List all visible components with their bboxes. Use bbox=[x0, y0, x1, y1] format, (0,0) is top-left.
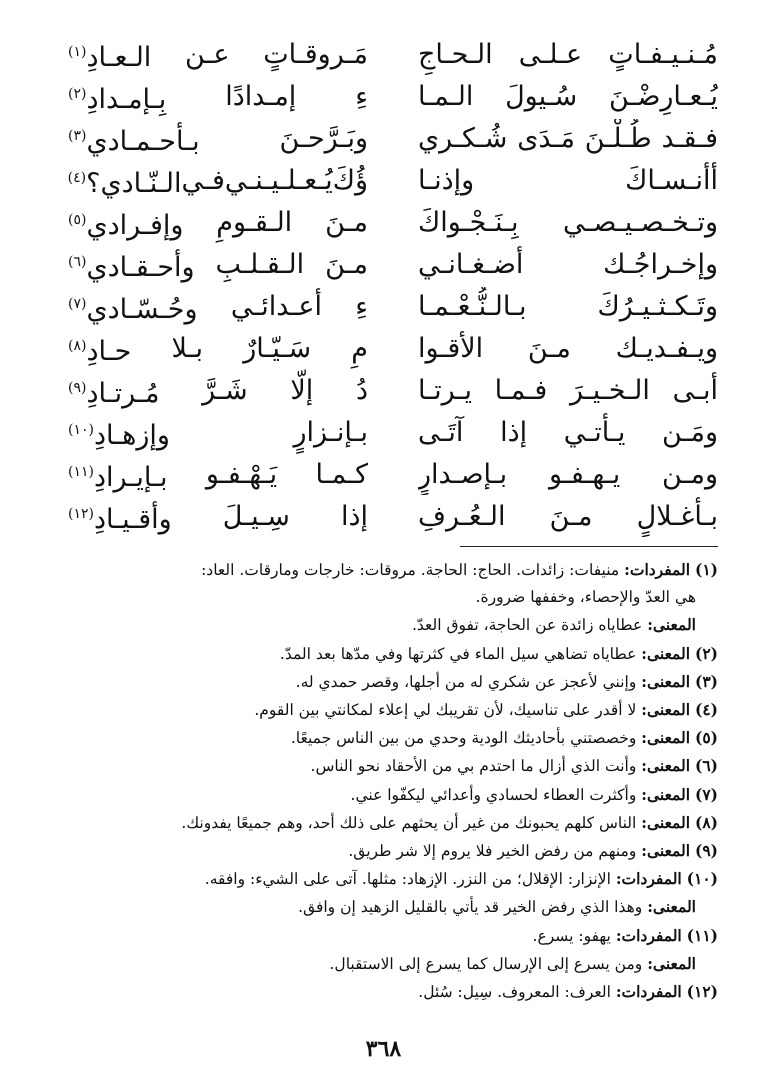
footnote-number: (٢) bbox=[694, 643, 718, 663]
footnote-marker: (٩) bbox=[68, 380, 87, 396]
footnote-text: هي العدّ والإحصاء، وخففها ضرورة. bbox=[475, 588, 696, 607]
verse-word-with-marker bbox=[68, 326, 131, 372]
verse-word: وأحـقـادي bbox=[86, 252, 195, 283]
verse-word-with-marker bbox=[68, 284, 198, 330]
footnote-marker: (٨) bbox=[68, 338, 87, 354]
footnote-line bbox=[74, 668, 718, 696]
verse-word: مَـروقـاتٍ bbox=[263, 39, 368, 70]
footnote-text: وإنني لأعجز عن شكري له من أجلها، وقصر حمدي له. bbox=[295, 672, 642, 691]
footnote-line bbox=[74, 781, 718, 809]
verse-word: مَـدَى bbox=[517, 123, 575, 154]
footnote-number: (١١) bbox=[686, 925, 718, 945]
verse-word-with-marker bbox=[68, 200, 183, 246]
verse-word: إذا bbox=[340, 501, 368, 532]
footnote-number: (٣) bbox=[694, 671, 718, 691]
verse-word: سِـيـلَ bbox=[222, 501, 290, 532]
footnote-label: المعنى: bbox=[647, 897, 696, 917]
verse-word: فـي bbox=[181, 165, 225, 196]
footnote-line bbox=[74, 978, 718, 1006]
footnote-text: وأكثرت العطاء لحسادي وأعدائي ليكفّوا عني. bbox=[350, 785, 642, 804]
verse-line bbox=[68, 370, 718, 412]
verse-word: إلّا bbox=[290, 375, 314, 406]
footnote-marker: (٣) bbox=[68, 128, 87, 144]
footnote-number: (١) bbox=[694, 560, 718, 579]
footnote-marker: (١) bbox=[68, 44, 87, 60]
verse-line bbox=[68, 34, 718, 76]
verse-second-hemistich bbox=[68, 74, 368, 120]
verse-word: مِ bbox=[351, 333, 368, 364]
verse-word: ويـفـديـك bbox=[615, 333, 718, 364]
footnote-number: (٥) bbox=[694, 728, 718, 748]
footnote-line bbox=[74, 837, 718, 865]
footnote-separator bbox=[460, 546, 718, 547]
verse-word: شَـرَّ bbox=[202, 375, 248, 406]
verse-first-hemistich bbox=[418, 77, 718, 117]
verse-line bbox=[68, 76, 718, 118]
verse-word: طُـلْـنَ bbox=[584, 123, 652, 154]
footnote-marker: (١٠) bbox=[68, 422, 94, 438]
footnote-line bbox=[74, 809, 718, 837]
verse-word: بـلا bbox=[171, 333, 204, 364]
verse-word: مُـنـيـفـاتٍ bbox=[608, 39, 718, 70]
verse-word-with-marker bbox=[68, 494, 172, 540]
verse-word: وتَـكـثـيـرُكَ bbox=[597, 291, 718, 322]
verse-first-hemistich bbox=[418, 245, 718, 285]
footnote-label: المعنى: bbox=[641, 671, 691, 691]
verse-word: يُـعـارِضْـنَ bbox=[608, 81, 718, 112]
verse-line bbox=[68, 160, 718, 202]
verse-second-hemistich bbox=[68, 494, 368, 540]
verse-word: فـمـا bbox=[494, 375, 548, 406]
footnote-label: المعنى: bbox=[641, 812, 691, 832]
verse-word: ءِ bbox=[355, 81, 368, 112]
verse-second-hemistich bbox=[68, 410, 368, 456]
footnote-line bbox=[74, 724, 718, 752]
verse-second-hemistich bbox=[68, 158, 368, 204]
verse-second-hemistich bbox=[68, 200, 368, 246]
footnote-line bbox=[74, 584, 718, 611]
verse-first-hemistich bbox=[418, 287, 718, 327]
footnote-text: ومن يسرع إلى الإرسال كما يسرع إلى الاستقبال. bbox=[329, 954, 648, 973]
verse-word: إذا bbox=[500, 417, 528, 448]
verse-word: كـمـا bbox=[315, 459, 368, 490]
verse-second-hemistich bbox=[68, 242, 368, 288]
verse-word: الـقـومِ bbox=[216, 207, 293, 238]
verse-word-with-marker bbox=[68, 242, 195, 288]
verse-word: يَـهْـفـو bbox=[205, 459, 278, 490]
footnote-label: المعنى: bbox=[641, 643, 691, 663]
footnote-label: المعنى: bbox=[641, 841, 691, 861]
verse-line bbox=[68, 118, 718, 160]
verse-word: يُـعـلـيـنـي bbox=[224, 165, 333, 196]
verse-word: يـأتـي bbox=[563, 417, 626, 448]
footnote-number: (١٠) bbox=[686, 869, 718, 889]
footnote-line bbox=[74, 893, 718, 921]
verse-word: شُـكـري bbox=[418, 123, 508, 154]
verse-word: عـن bbox=[184, 39, 230, 70]
footnote-marker: (٧) bbox=[68, 296, 87, 312]
verse-word: ؤُكَ bbox=[332, 165, 368, 196]
verse-word: وتـخـصـيـصـي bbox=[562, 207, 718, 238]
verse-second-hemistich bbox=[68, 116, 368, 162]
footnote-number: (٨) bbox=[694, 812, 718, 832]
footnote-text: الناس كلهم يحبونك من غير أن يحثهم على ذلك أحد، وهم جميعًا يفدونك. bbox=[181, 813, 642, 832]
verse-word: الـحـاجِ bbox=[418, 39, 493, 70]
verse-word: الـمـا bbox=[418, 81, 474, 112]
footnote-marker: (٦) bbox=[68, 254, 87, 270]
verse-word: الأقـوا bbox=[418, 333, 484, 364]
footnote-number: (٦) bbox=[694, 756, 718, 776]
verse-line bbox=[68, 328, 718, 370]
footnote-marker: (١٢) bbox=[68, 506, 94, 522]
footnote-label: المعنى: bbox=[641, 728, 691, 748]
footnote-marker: (١١) bbox=[68, 464, 94, 480]
verse-word: بِـنَـجْـواكَ bbox=[418, 207, 519, 238]
verse-word: وإذنـا bbox=[418, 165, 475, 196]
verse-word-with-marker bbox=[68, 368, 159, 414]
footnote-number: (٤) bbox=[694, 700, 718, 720]
verse-line bbox=[68, 202, 718, 244]
verse-first-hemistich bbox=[418, 161, 718, 201]
verse-word-with-marker bbox=[68, 116, 200, 162]
footnote-marker: (٢) bbox=[68, 86, 87, 102]
footnote-label: المفردات: bbox=[615, 982, 682, 1002]
verse-word: يـرتـا bbox=[418, 375, 472, 406]
verse-line bbox=[68, 412, 718, 454]
verse-word-with-marker bbox=[68, 32, 151, 78]
footnote-line bbox=[74, 865, 718, 893]
verse-first-hemistich bbox=[418, 329, 718, 369]
footnote-text: لا أقدر على تناسيك، لأن تقريبك لي إعلاء لمكانتي بين القوم. bbox=[254, 701, 642, 720]
verse-word: مـنَ bbox=[549, 501, 593, 532]
footnote-label: المعنى: bbox=[641, 784, 691, 804]
verse-line bbox=[68, 454, 718, 496]
verse-word: ومـن bbox=[662, 459, 718, 490]
verse-first-hemistich bbox=[418, 371, 718, 411]
footnote-label: المعنى: bbox=[641, 756, 691, 776]
verse-first-hemistich bbox=[418, 413, 718, 453]
footnote-line bbox=[74, 556, 718, 584]
verse-word: فـقـد bbox=[661, 123, 718, 154]
poem bbox=[68, 34, 718, 538]
footnote-number: (٧) bbox=[694, 784, 718, 804]
verse-first-hemistich bbox=[418, 203, 718, 243]
footnote-label: المعنى: bbox=[647, 615, 696, 635]
verse-word: وأقـيـادِ bbox=[94, 504, 172, 535]
footnote-line bbox=[74, 950, 718, 978]
verse-word-with-marker bbox=[68, 410, 170, 456]
verse-word: بـأحـمـادي bbox=[86, 126, 200, 157]
footnote-text: الإنزار: الإقلال؛ من النزر. الإزهاد: مثلها. آتى على الشيء: وافقه. bbox=[204, 870, 616, 889]
verse-word: الـنّـادي؟ bbox=[86, 168, 182, 199]
verse-word: ءِ bbox=[355, 291, 368, 322]
verse-word: بـالـنُّـعْـمـا bbox=[418, 291, 527, 322]
verse-word: مـنَ bbox=[527, 333, 571, 364]
footnote-line bbox=[74, 752, 718, 780]
verse-word: مـنَ bbox=[325, 207, 368, 238]
verse-word: سُـيولَ bbox=[505, 81, 578, 112]
verse-word: أضـغـانـي bbox=[418, 249, 524, 280]
verse-first-hemistich bbox=[418, 455, 718, 495]
verse-line bbox=[68, 496, 718, 538]
verse-word: مُـرتـادِ bbox=[86, 378, 160, 409]
footnotes bbox=[74, 556, 718, 1006]
verse-word: أأنـسـاكَ bbox=[625, 165, 718, 196]
verse-word: الـخـيـرَ bbox=[569, 375, 650, 406]
footnote-line bbox=[74, 611, 718, 639]
verse-word-with-marker bbox=[68, 452, 167, 498]
footnote-label: المفردات: bbox=[624, 560, 691, 579]
verse-line bbox=[68, 286, 718, 328]
verse-first-hemistich bbox=[418, 497, 718, 537]
footnote-text: وأنت الذي أزال ما احتدم بي من الأحقاد نحو الناس. bbox=[310, 757, 642, 776]
verse-word: وإزهـادِ bbox=[93, 420, 170, 451]
verse-word: بـأغـلالٍ bbox=[636, 501, 718, 532]
verse-word: آتَـى bbox=[418, 417, 464, 448]
verse-word: الـقـلـبِ bbox=[215, 249, 305, 280]
verse-second-hemistich bbox=[68, 452, 368, 498]
verse-word: ومَـن bbox=[662, 417, 718, 448]
footnote-label: المعنى: bbox=[647, 953, 696, 973]
verse-word: يـهـفـو bbox=[548, 459, 621, 490]
footnote-text: عطاياه تضاهي سيل الماء في كثرتها وفي مدّها بعد المدّ. bbox=[279, 644, 642, 663]
footnote-marker: (٥) bbox=[68, 212, 87, 228]
footnote-text: وخصصتني بأحاديثك الودية وحدي من بين الناس جميعًا. bbox=[290, 729, 642, 748]
verse-word-with-marker bbox=[68, 74, 166, 120]
verse-word: عـلـى bbox=[518, 39, 583, 70]
verse-word: الـعـادِ bbox=[86, 42, 152, 73]
page-number: ٣٦٨ bbox=[365, 1036, 402, 1062]
footnote-text: ومنهم من رفض الخير فلا يروم إلا شر طريق. bbox=[348, 842, 642, 861]
verse-word: بـإصـدارٍ bbox=[418, 459, 508, 490]
footnote-label: المفردات: bbox=[615, 925, 682, 945]
verse-first-hemistich bbox=[418, 35, 718, 75]
verse-word: مـنَ bbox=[325, 249, 368, 280]
footnote-line bbox=[74, 640, 718, 668]
verse-word: إمـدادًا bbox=[225, 81, 297, 112]
verse-second-hemistich bbox=[68, 368, 368, 414]
footnote-text: العرف: المعروف. سِيل: سُئل. bbox=[418, 983, 616, 1002]
footnote-text: عطاياه زائدة عن الحاجة، تفوق العدّ. bbox=[411, 616, 648, 635]
verse-word: أعـدائـي bbox=[230, 291, 322, 322]
footnote-line bbox=[74, 922, 718, 950]
verse-first-hemistich bbox=[418, 119, 718, 159]
verse-word: وإخـراجُـك bbox=[603, 249, 718, 280]
footnote-label: المعنى: bbox=[641, 700, 691, 720]
footnote-marker: (٤) bbox=[68, 170, 87, 186]
verse-word: دُ bbox=[355, 375, 368, 406]
footnote-text: منيفات: زائدات. الحاج: الحاجة. مروقات: خارجات ومارقات. العاد: bbox=[201, 561, 625, 579]
verse-second-hemistich bbox=[68, 326, 368, 372]
verse-second-hemistich bbox=[68, 284, 368, 330]
footnote-line bbox=[74, 696, 718, 724]
verse-word: وحُـسّـادي bbox=[86, 294, 198, 325]
verse-second-hemistich bbox=[68, 32, 368, 78]
footnote-label: المفردات: bbox=[615, 869, 682, 889]
verse-word: بـإنـزارٍ bbox=[293, 417, 368, 448]
footnote-number: (٩) bbox=[694, 841, 718, 861]
verse-word: وبَـرَّحـنَ bbox=[279, 123, 368, 154]
verse-word: وإفـرادي bbox=[86, 210, 184, 241]
verse-word: بِـإمـدادِ bbox=[86, 84, 167, 115]
verse-word: بـإيـرادِ bbox=[94, 462, 168, 493]
verse-word: حـادِ bbox=[86, 336, 132, 367]
footnote-text: يهفو: يسرع. bbox=[532, 926, 616, 945]
footnote-text: وهذا الذي رفض الخير قد يأتي بالقليل الزهيد إن وافق. bbox=[298, 898, 648, 917]
verse-line bbox=[68, 244, 718, 286]
verse-word: أبـى bbox=[672, 375, 718, 406]
verse-word-with-marker bbox=[68, 158, 182, 204]
verse-word: سَـيّـارٌ bbox=[243, 333, 312, 364]
footnote-number: (١٢) bbox=[686, 982, 718, 1002]
verse-word: الـعُـرفِ bbox=[418, 501, 506, 532]
